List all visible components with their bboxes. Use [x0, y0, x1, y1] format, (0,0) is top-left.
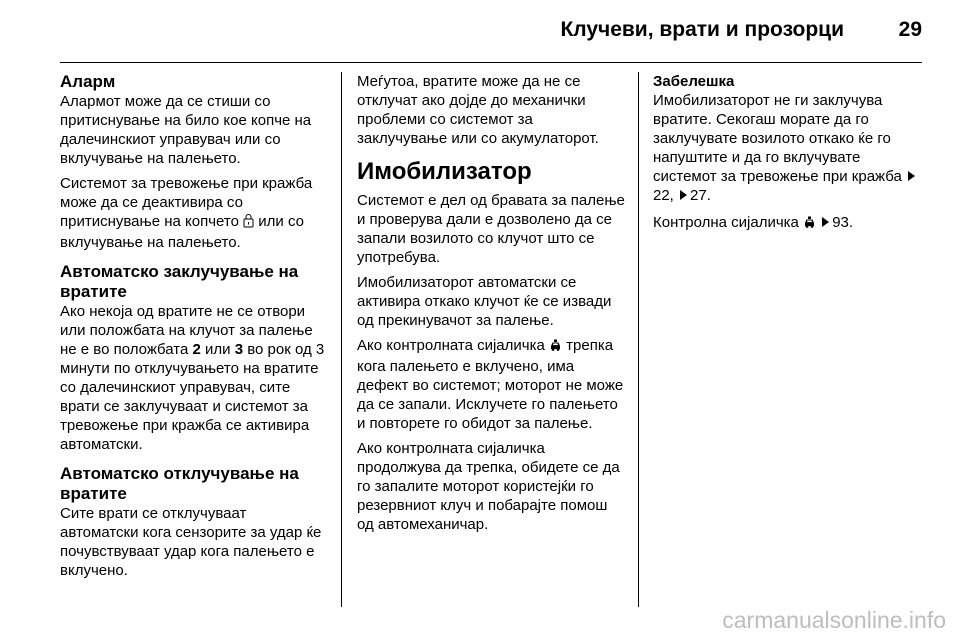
column-2	[357, 72, 625, 540]
autolock-or: или	[205, 341, 231, 358]
column-divider-1	[341, 72, 342, 607]
immobilizer-paragraph-2: Имобилизаторот автоматски се активира откако клучот ќе се извади од прекинувачот за палење.	[357, 274, 612, 329]
autolock-heading: Автоматско заклучување на вратите	[60, 262, 299, 301]
note-heading: Забелешка	[653, 73, 735, 90]
page-reference-arrow-icon	[822, 217, 829, 227]
alarm-p2-text-a: Системот за тревожење при кражба може да се деактивира со притиснување на копчето	[60, 175, 313, 230]
alarm-paragraph-1: Алармот може да се стиши со притиснување на било кое копче на далечинскиот управувач или со вклучување на палењето.	[60, 93, 312, 167]
autounlock-paragraph: Сите врати се отклучуваат автоматски кога сензорите за удар ќе почувствуваат удар кога палењето е вклучено.	[60, 505, 322, 579]
car-key-warning-icon	[549, 338, 562, 357]
control-light-text: Контролна сијаличка	[653, 214, 799, 231]
immobilizer-p3-text-a: Ако контролната сијаличка	[357, 337, 545, 354]
page-number: 29	[898, 18, 922, 41]
autolock-text-a: Ако некоја од вратите не се отвори или положбата на клучот за палење не е во положбата	[60, 303, 313, 358]
header-divider	[60, 62, 922, 63]
car-key-warning-icon	[803, 215, 816, 234]
ignition-position-2: 2	[192, 341, 201, 358]
page-ref-22[interactable]: 22,	[653, 187, 674, 204]
control-light-paragraph	[653, 213, 921, 234]
note-text: Имобилизаторот не ги заклучува вратите. Секогаш морате да го заклучувате возилото откако ќе го напуштите и да го вклучувате системот за тревожење при кражба	[653, 92, 902, 185]
immobilizer-heading: Имобилизатор	[357, 158, 532, 185]
intro-paragraph: Меѓутоа, вратите може да не се отклучат ако дојде до механички проблеми со системот за заклучување или со акумулаторот.	[357, 73, 599, 147]
column-divider-2	[638, 72, 639, 607]
page-ref-27[interactable]: 27.	[690, 187, 711, 204]
immobilizer-paragraph-3	[357, 336, 625, 433]
page-header	[60, 14, 922, 48]
autounlock-heading: Автоматско отклучување на вратите	[60, 464, 299, 503]
column-1	[60, 72, 328, 586]
page-reference-arrow-icon	[680, 190, 687, 200]
header-title: Клучеви, врати и прозорци	[560, 18, 844, 41]
page-ref-93[interactable]: 93.	[832, 214, 854, 231]
immobilizer-paragraph-4: Ако контролната сијаличка продолжува да трепка, обидете се да го запалите моторот користејќи го резервниот клуч и побарајте помош од автомеханичар.	[357, 440, 620, 533]
page-reference-arrow-icon	[908, 171, 915, 181]
ignition-position-3: 3	[234, 341, 244, 358]
alarm-p2-text-b: или со вклучување на палењето.	[60, 213, 304, 251]
autolock-paragraph	[60, 302, 328, 454]
note-paragraph	[653, 91, 921, 205]
column-3	[653, 72, 921, 240]
watermark: carmanualsonline.info	[722, 607, 946, 633]
alarm-paragraph-2	[60, 174, 328, 252]
lock-button-icon	[243, 213, 254, 233]
autolock-text-b: во рок од 3 минути по отклучувањето на вратите со далечинскиот управувач, сите врати се заклучуваат и системот за тревожење при кражба се активира автоматски.	[60, 341, 325, 453]
immobilizer-p3-text-b: трепка кога палењето е вклучено, има дефект во системот; моторот не може да се запали. Исклучете го палењето и повторете го обидот за палење.	[357, 337, 624, 432]
immobilizer-paragraph-1: Системот е дел од бравата за палење и проверува дали е дозволено да се запали возилото со клучот што се употребува.	[357, 192, 625, 266]
alarm-heading: Аларм	[60, 72, 116, 91]
